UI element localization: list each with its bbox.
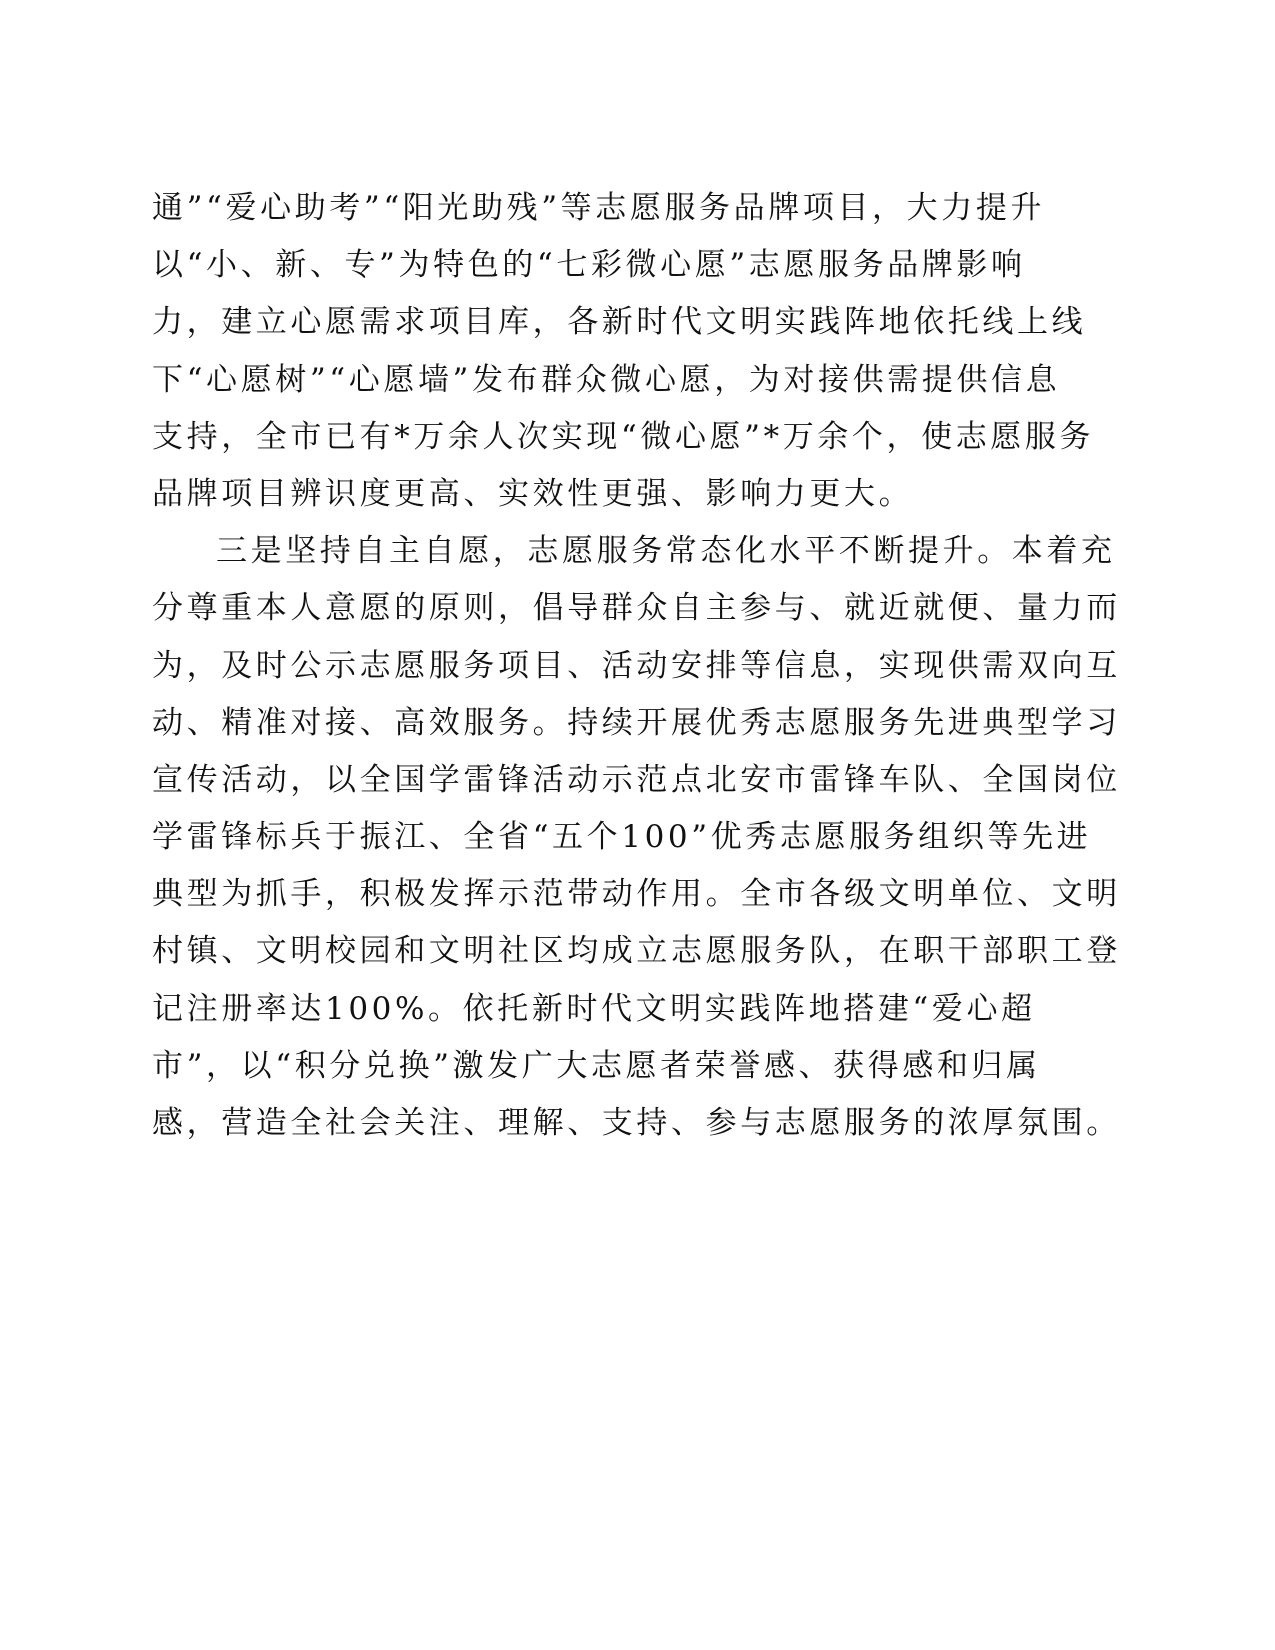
paragraph-start-line: 三是坚持自主自愿，志愿服务常态化水平不断提升。本着充 [216, 533, 1116, 570]
text-line: 感，营造全社会关注、理解、支持、参与志愿服务的浓厚氛围。 [152, 1105, 1121, 1141]
text-line: 分尊重本人意愿的原则，倡导群众自主参与、就近就便、量力而 [152, 590, 1121, 627]
text-line: 记注册率达100%。依托新时代文明实践阵地搭建“爱心超 [152, 990, 1036, 1027]
text-line: 学雷锋标兵于振江、全省“五个100”优秀志愿服务组织等先进 [152, 819, 1092, 856]
text-line: 力，建立心愿需求项目库，各新时代文明实践阵地依托线上线 [152, 304, 1087, 341]
text-line: 为，及时公示志愿服务项目、活动安排等信息，实现供需双向互 [152, 647, 1121, 684]
text-line: 以“小、新、专”为特色的“七彩微心愿”志愿服务品牌影响 [152, 247, 1026, 284]
text-line: 动、精准对接、高效服务。持续开展优秀志愿服务先进典型学习 [152, 704, 1121, 741]
text-line: 品牌项目辨识度更高、实效性更强、影响力更大。 [152, 475, 914, 512]
text-line: 支持，全市已有*万余人次实现“微心愿”*万余个，使志愿服务 [152, 418, 1095, 455]
text-line: 村镇、文明校园和文明社区均成立志愿服务队，在职干部职工登 [152, 933, 1121, 970]
text-line: 下“心愿树”“心愿墙”发布群众微心愿，为对接供需提供信息 [152, 361, 1061, 398]
text-line: 通”“爱心助考”“阳光助残”等志愿服务品牌项目，大力提升 [152, 190, 1046, 226]
text-line: 典型为抓手，积极发挥示范带动作用。全市各级文明单位、文明 [152, 876, 1121, 913]
body-text [152, 180, 1121, 1152]
text-line: 市”，以“积分兑换”激发广大志愿者荣誉感、获得感和归属 [152, 1047, 1041, 1084]
text-line: 宣传活动，以全国学雷锋活动示范点北安市雷锋车队、全国岗位 [152, 761, 1121, 798]
